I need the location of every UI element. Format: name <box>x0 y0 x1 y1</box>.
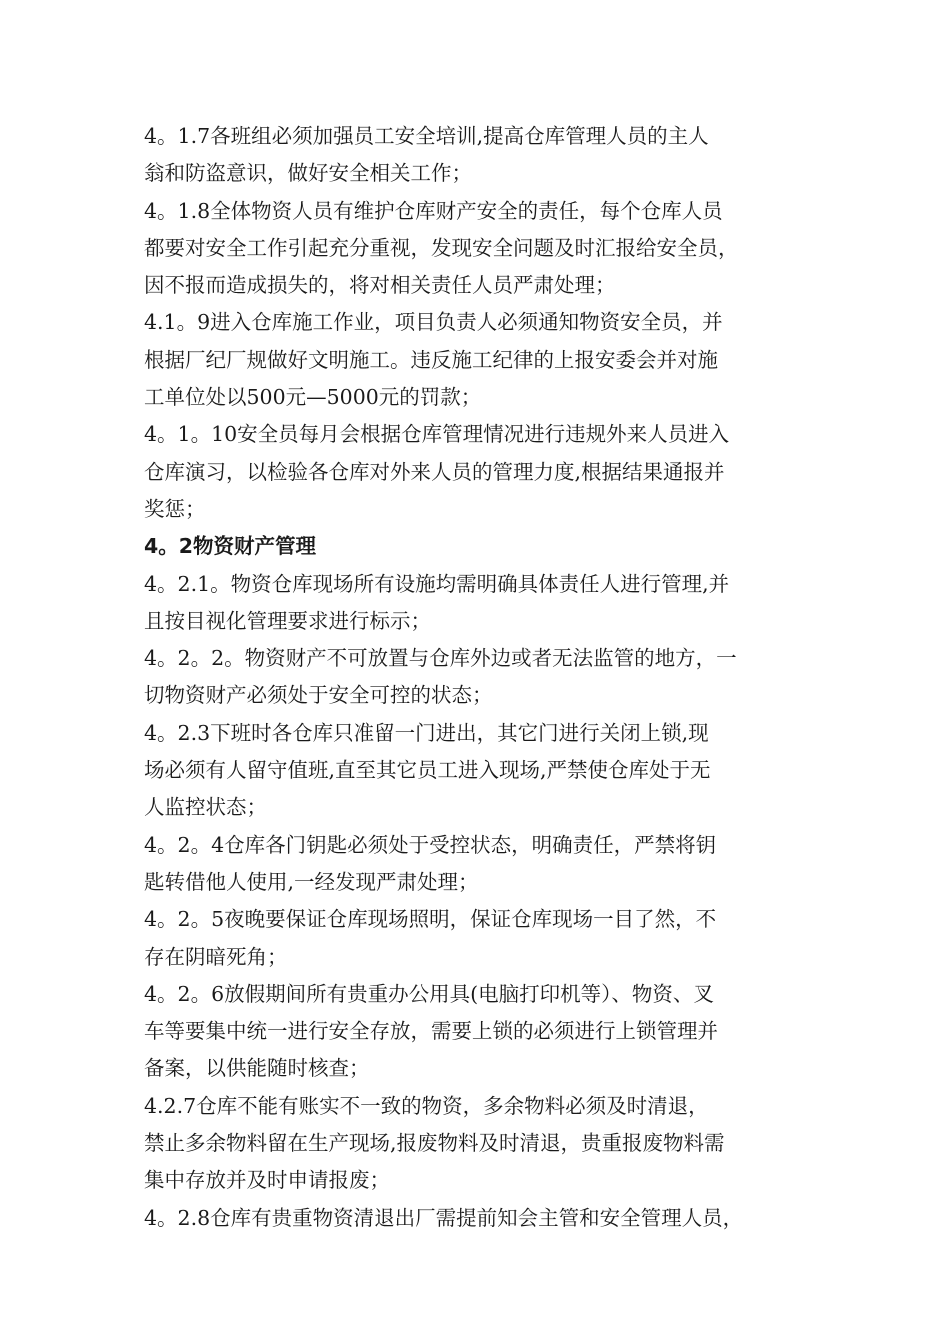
text-line: 工单位处以500元—5000元的罚款； <box>144 385 482 410</box>
text-line: 4。2.3下班时各仓库只准留一门进出，其它门进行关闭上锁,现 <box>144 720 709 745</box>
text-line: 仓库演习，以检验各仓库对外来人员的管理力度,根据结果通报并 <box>144 459 725 484</box>
text-line: 人监控状态； <box>144 795 267 820</box>
section-heading: 4。2物资财产管理 <box>144 534 317 559</box>
text-line: 集中存放并及时申请报废； <box>144 1168 390 1193</box>
text-line: 备案，以供能随时核查； <box>144 1056 370 1081</box>
text-line: 4。2。5夜晚要保证仓库现场照明，保证仓库现场一目了然，不 <box>144 907 717 932</box>
text-line: 奖惩； <box>144 496 206 521</box>
text-line: 4。2.1。物资仓库现场所有设施均需明确具体责任人进行管理,并 <box>144 571 730 596</box>
text-line: 4。1.7各班组必须加强员工安全培训,提高仓库管理人员的主人 <box>144 124 709 148</box>
text-line: 匙转借他人使用,一经发现严肃处理； <box>144 869 479 894</box>
text-line: 且按目视化管理要求进行标示； <box>144 608 431 633</box>
text-line: 4。2。4仓库各门钥匙必须处于受控状态，明确责任，严禁将钥 <box>144 832 717 857</box>
text-line: 4。1.8全体物资人员有维护仓库财产安全的责任，每个仓库人员 <box>144 198 723 223</box>
text-line: 根据厂纪厂规做好文明施工。违反施工纪律的上报安委会并对施 <box>144 347 718 372</box>
text-line: 4。2。6放假期间所有贵重办公用具(电脑打印机等）、物资、叉 <box>144 981 714 1006</box>
document-body <box>144 118 812 1237</box>
text-line: 4.2.7仓库不能有账实不一致的物资，多余物料必须及时清退， <box>144 1093 709 1118</box>
text-line: 场必须有人留守值班,直至其它员工进入现场,严禁使仓库处于无 <box>144 758 711 783</box>
text-line: 4。1。10安全员每月会根据仓库管理情况进行违规外来人员进入 <box>144 422 730 447</box>
text-line: 4。2.8仓库有贵重物资清退出厂需提前知会主管和安全管理人员， <box>144 1205 744 1230</box>
text-line: 都要对安全工作引起充分重视，发现安全问题及时汇报给安全员， <box>144 235 739 260</box>
text-line: 存在阴暗死角； <box>144 944 288 969</box>
text-line: 禁止多余物料留在生产现场,报废物料及时清退，贵重报废物料需 <box>144 1131 725 1156</box>
text-line: 4。2。2。物资财产不可放置与仓库外边或者无法监管的地方，一 <box>144 646 737 671</box>
text-line: 翁和防盗意识，做好安全相关工作； <box>144 161 472 186</box>
text-line: 因不报而造成损失的，将对相关责任人员严肃处理； <box>144 273 616 298</box>
text-line: 车等要集中统一进行安全存放，需要上锁的必须进行上锁管理并 <box>144 1019 718 1044</box>
text-line: 4.1。9进入仓库施工作业，项目负责人必须通知物资安全员，并 <box>144 310 723 335</box>
text-line: 切物资财产必须处于安全可控的状态； <box>144 683 493 708</box>
